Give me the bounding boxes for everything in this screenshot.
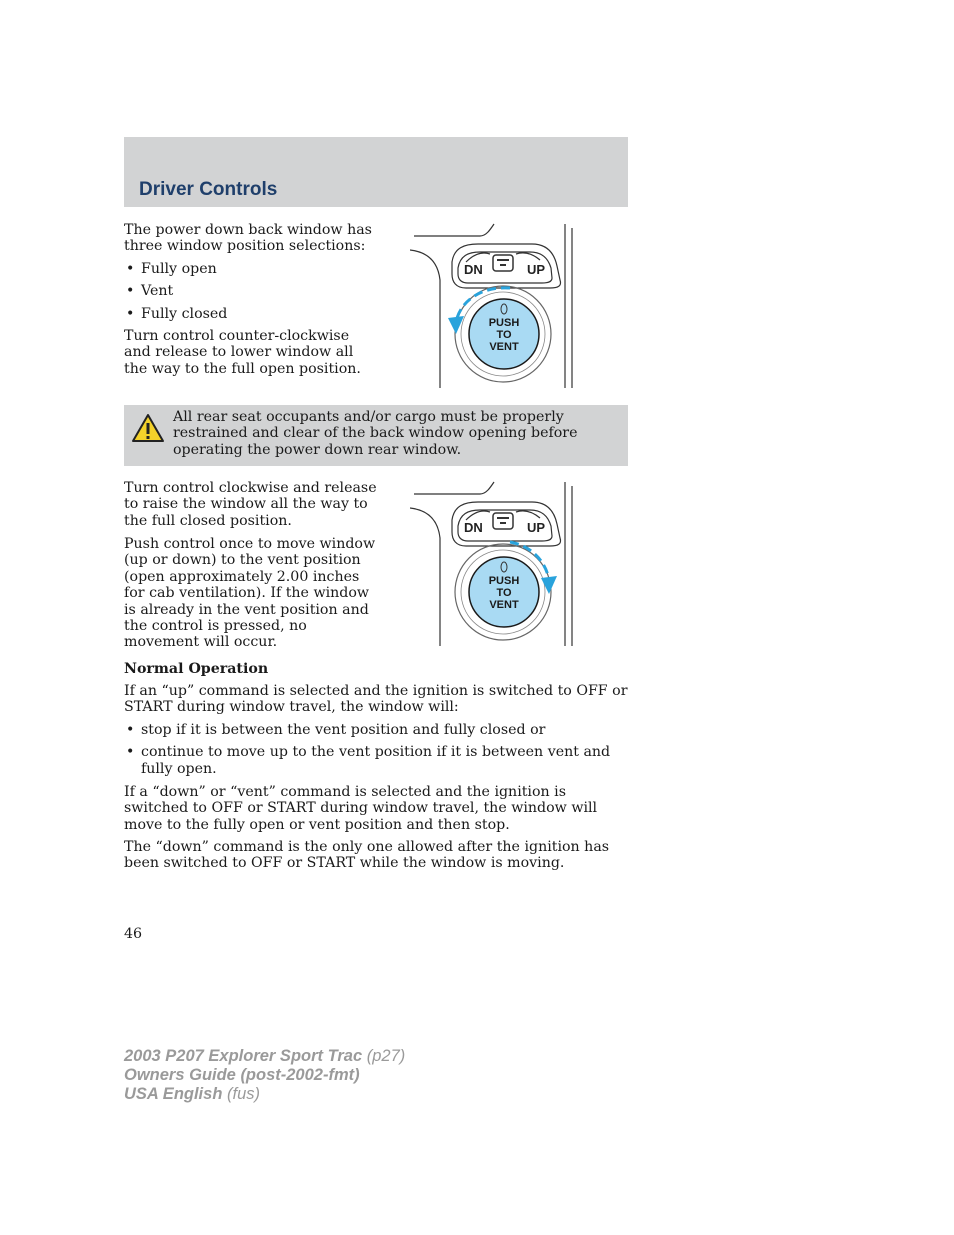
normal-operation-intro: If an “up” command is selected and the ignition is switched to OFF or START during window travel, the window will:: [124, 683, 628, 716]
footer-guide: Owners Guide (post-2002-fmt): [124, 1066, 360, 1084]
control-diagram-ccw: [410, 222, 585, 388]
list-item: • Fully open: [126, 261, 217, 277]
normal-operation-list: [124, 722, 628, 783]
down-vent-paragraph: If a “down” or “vent” command is selected and the ignition is switched to OFF or START during window travel, the window will move to the fully open or vent position and then stop.: [124, 784, 598, 833]
dn-label: DN: [464, 520, 483, 535]
warning-triangle-icon: [131, 412, 165, 444]
up-label: UP: [527, 520, 546, 535]
section-title: Driver Controls: [139, 179, 278, 200]
raise-instruction: Turn control clockwise and release to raise the window all the way to the full closed position.: [124, 480, 377, 529]
control-diagram-cw: [410, 480, 585, 646]
document-footer: [124, 1047, 405, 1104]
window-icon: [493, 513, 513, 529]
down-command-paragraph: The “down” command is the only one allowed after the ignition has been switched to OFF or START while the window is moving.: [124, 839, 610, 872]
footer-model-code: (p27): [362, 1047, 406, 1065]
position-list: [124, 261, 227, 328]
window-icon: [493, 255, 513, 271]
list-item: • Vent: [126, 283, 174, 300]
up-label: UP: [527, 262, 546, 277]
knob-label-push: PUSH: [488, 317, 520, 329]
warning-text: All rear seat occupants and/or cargo must be properly restrained and clear of the back window opening before operating the power down rear window.: [173, 409, 578, 458]
footer-language-code: (fus): [222, 1085, 260, 1103]
knob-label-to: TO: [496, 587, 512, 599]
list-item: • stop if it is between the vent position and fully closed or: [126, 722, 546, 738]
list-item: • continue to move up to the vent position if it is between vent and fully open.: [126, 744, 611, 777]
footer-language: USA English: [124, 1085, 223, 1103]
section-header: [124, 137, 628, 207]
dn-label: DN: [464, 262, 483, 277]
knob-label-push: PUSH: [488, 575, 520, 587]
knob-label-to: TO: [496, 329, 512, 341]
lower-instruction: Turn control counter-clockwise and release to lower window all the way to the full open position.: [124, 328, 361, 377]
normal-operation-heading: Normal Operation: [124, 661, 269, 677]
knob-label-vent: VENT: [489, 599, 519, 611]
list-item: • Fully closed: [126, 305, 228, 322]
intro-paragraph: The power down back window has three window position selections:: [124, 222, 372, 255]
safety-warning: [124, 405, 628, 466]
vent-instruction: Push control once to move window (up or down) to the vent position (open approximately 2.00 inches for cab ventilation). If the window is already in the vent position and the control is pressed, no movement will occur.: [124, 536, 376, 651]
footer-model: 2003 P207 Explorer Sport Trac: [124, 1047, 363, 1065]
page-number: 46: [124, 926, 143, 942]
knob-label-vent: VENT: [489, 341, 519, 353]
